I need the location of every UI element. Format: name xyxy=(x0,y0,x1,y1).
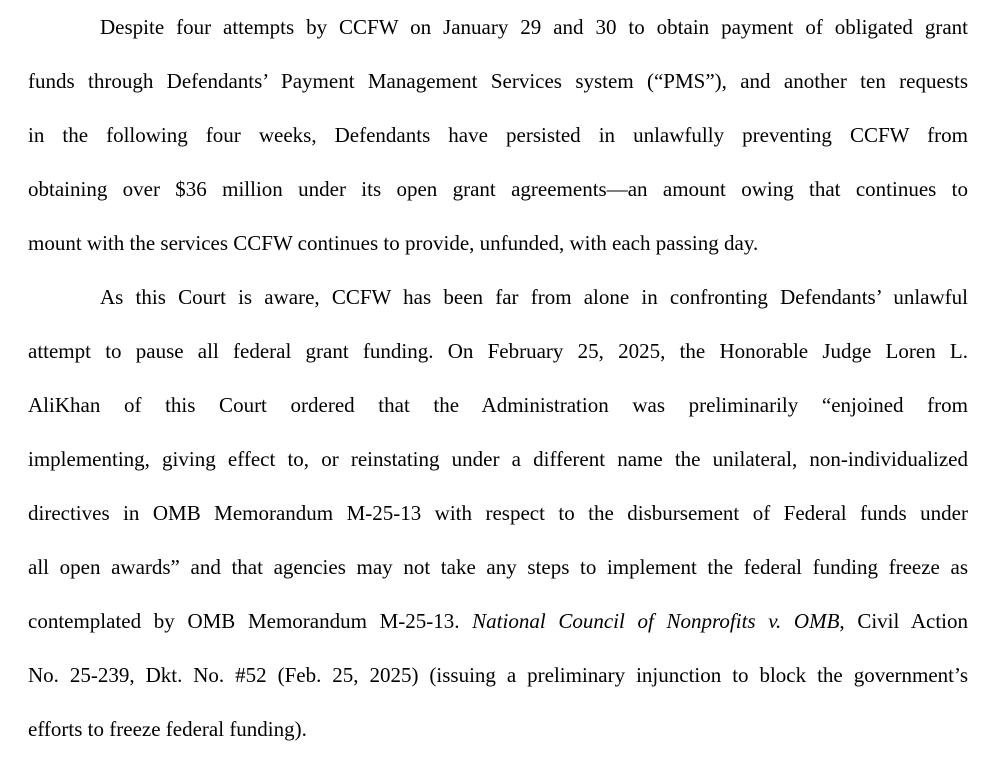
paragraph-2-line-2: attempt to pause all federal grant funding. On February 25, 2025, the Honorable Judge Loren L. xyxy=(28,339,968,363)
citation-tail-text: , Civil Action xyxy=(839,609,968,633)
paragraph-2-line-5: directives in OMB Memorandum M-25-13 with respect to the disbursement of Federal funds under xyxy=(28,501,968,525)
citation-lead-text: contemplated by OMB Memorandum M-25-13. xyxy=(28,609,473,633)
paragraph-1-line-3: in the following four weeks, Defendants have persisted in unlawfully preventing CCFW from xyxy=(28,123,968,147)
paragraph-1-line-1: Despite four attempts by CCFW on January 29 and 30 to obtain payment of obligated grant xyxy=(100,15,968,39)
paragraph-2-line-7 xyxy=(28,606,968,636)
paragraph-1-line-4: obtaining over $36 million under its open grant agreements—an amount owing that continues to xyxy=(28,177,968,201)
paragraph-2-line-3: AliKhan of this Court ordered that the Administration was preliminarily “enjoined from xyxy=(28,393,968,417)
paragraph-2-line-6: all open awards” and that agencies may not take any steps to implement the federal funding freeze as xyxy=(28,555,968,579)
paragraph-2-line-4: implementing, giving effect to, or reinstating under a different name the unilateral, non-individualized xyxy=(28,447,968,471)
case-name-citation: National Council of Nonprofits v. OMB xyxy=(472,609,840,633)
paragraph-2-line-8: No. 25-239, Dkt. No. #52 (Feb. 25, 2025) (issuing a preliminary injunction to block the government’s xyxy=(28,663,968,687)
paragraph-1-line-2: funds through Defendants’ Payment Management Services system (“PMS”), and another ten requests xyxy=(28,69,968,93)
paragraph-2-line-9: efforts to freeze federal funding). xyxy=(28,717,307,741)
paragraph-1-line-5: mount with the services CCFW continues to provide, unfunded, with each passing day. xyxy=(28,231,759,255)
paragraph-2-line-1: As this Court is aware, CCFW has been far from alone in confronting Defendants’ unlawful xyxy=(100,285,968,309)
